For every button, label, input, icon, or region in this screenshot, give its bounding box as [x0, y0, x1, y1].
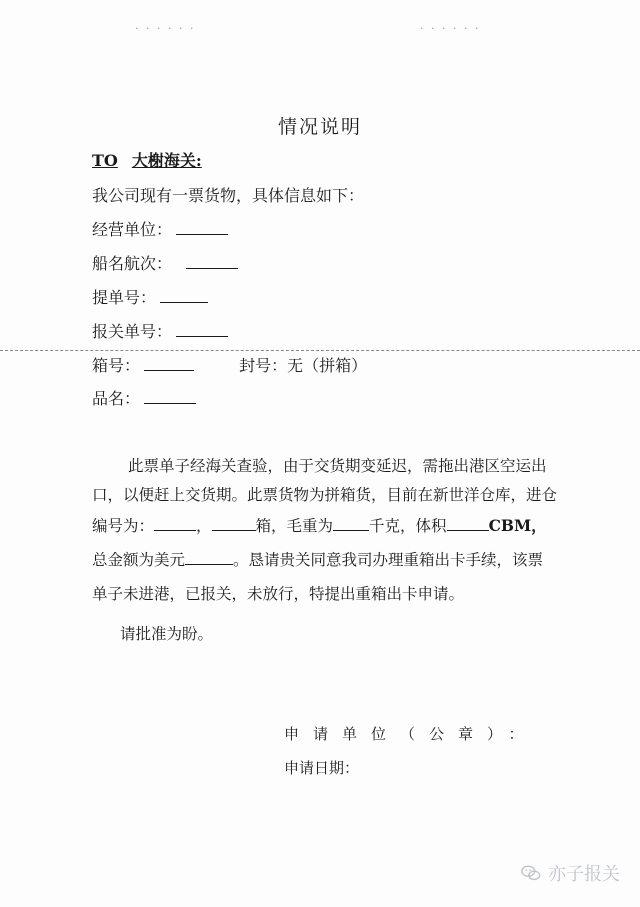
recipient-prefix: TO [92, 151, 118, 170]
body-line-2: 口，以便赶上交货期。此票货物为拼箱货，目前在新世洋仓库，进仓 [92, 486, 558, 504]
operator-field [92, 217, 228, 240]
document-title: 情况说明 [277, 116, 362, 138]
vessel-field [92, 251, 238, 274]
watermark-text: 亦子报关 [548, 864, 620, 885]
recipient-name: 大榭海关: [131, 151, 202, 170]
entry-number-blank [154, 514, 196, 531]
bl-blank [160, 288, 208, 303]
body-line-5: 单子未进港，已报关，未放行，特提出重箱出卡申请。 [92, 585, 465, 603]
amount-blank [185, 548, 233, 565]
amount-tail: 。恳请贵关同意我司办理重箱出卡手续，该票 [233, 551, 544, 569]
scan-noise-top-right: · · · · · · [420, 22, 481, 35]
wechat-logo-icon [520, 862, 542, 884]
box-count-blank [212, 514, 256, 531]
container-blank [144, 356, 194, 371]
entry-number-label: 编号为： [92, 517, 155, 535]
product-field [92, 386, 196, 409]
volume-unit-label: CBM， [488, 516, 547, 535]
product-label: 品名： [92, 389, 141, 408]
amount-label: 总金额为美元 [92, 551, 186, 569]
body-line-3 [92, 512, 562, 541]
weight-unit-label: 千克，体积 [369, 517, 447, 535]
product-blank [144, 389, 196, 404]
body-line-1: 此票单子经海关查验，由于交货期变延迟，需拖出港区空运出 [128, 457, 547, 475]
declaration-blank [176, 322, 228, 337]
applicant-stamp-label: 申请单位（公章）： [284, 725, 538, 743]
declaration-field [92, 319, 228, 342]
vessel-label: 船名航次： [92, 254, 173, 273]
entry-comma: ， [196, 517, 212, 535]
seal-label: 封号：无（拼箱） [239, 356, 368, 375]
operator-label: 经营单位： [92, 220, 173, 239]
vessel-blank [186, 254, 238, 269]
intro-text: 我公司现有一票货物，具体信息如下： [92, 186, 365, 205]
scan-fold-line [0, 350, 640, 351]
application-date-label: 申请日期： [284, 759, 360, 777]
watermark [520, 860, 620, 886]
container-field [92, 353, 367, 376]
box-label: 箱，毛重为 [255, 517, 334, 535]
declaration-label: 报关单号： [92, 322, 173, 341]
operator-blank [176, 220, 228, 235]
recipient-line [92, 148, 202, 171]
bl-label: 提单号： [92, 288, 157, 307]
gross-weight-blank [333, 514, 369, 531]
closing-line: 请批准为盼。 [120, 625, 214, 643]
body-line-4 [92, 546, 562, 575]
bl-field [92, 285, 208, 308]
volume-blank [447, 514, 489, 531]
scan-noise-top-left: · · · · · · [135, 22, 196, 35]
container-label: 箱号： [92, 356, 141, 375]
